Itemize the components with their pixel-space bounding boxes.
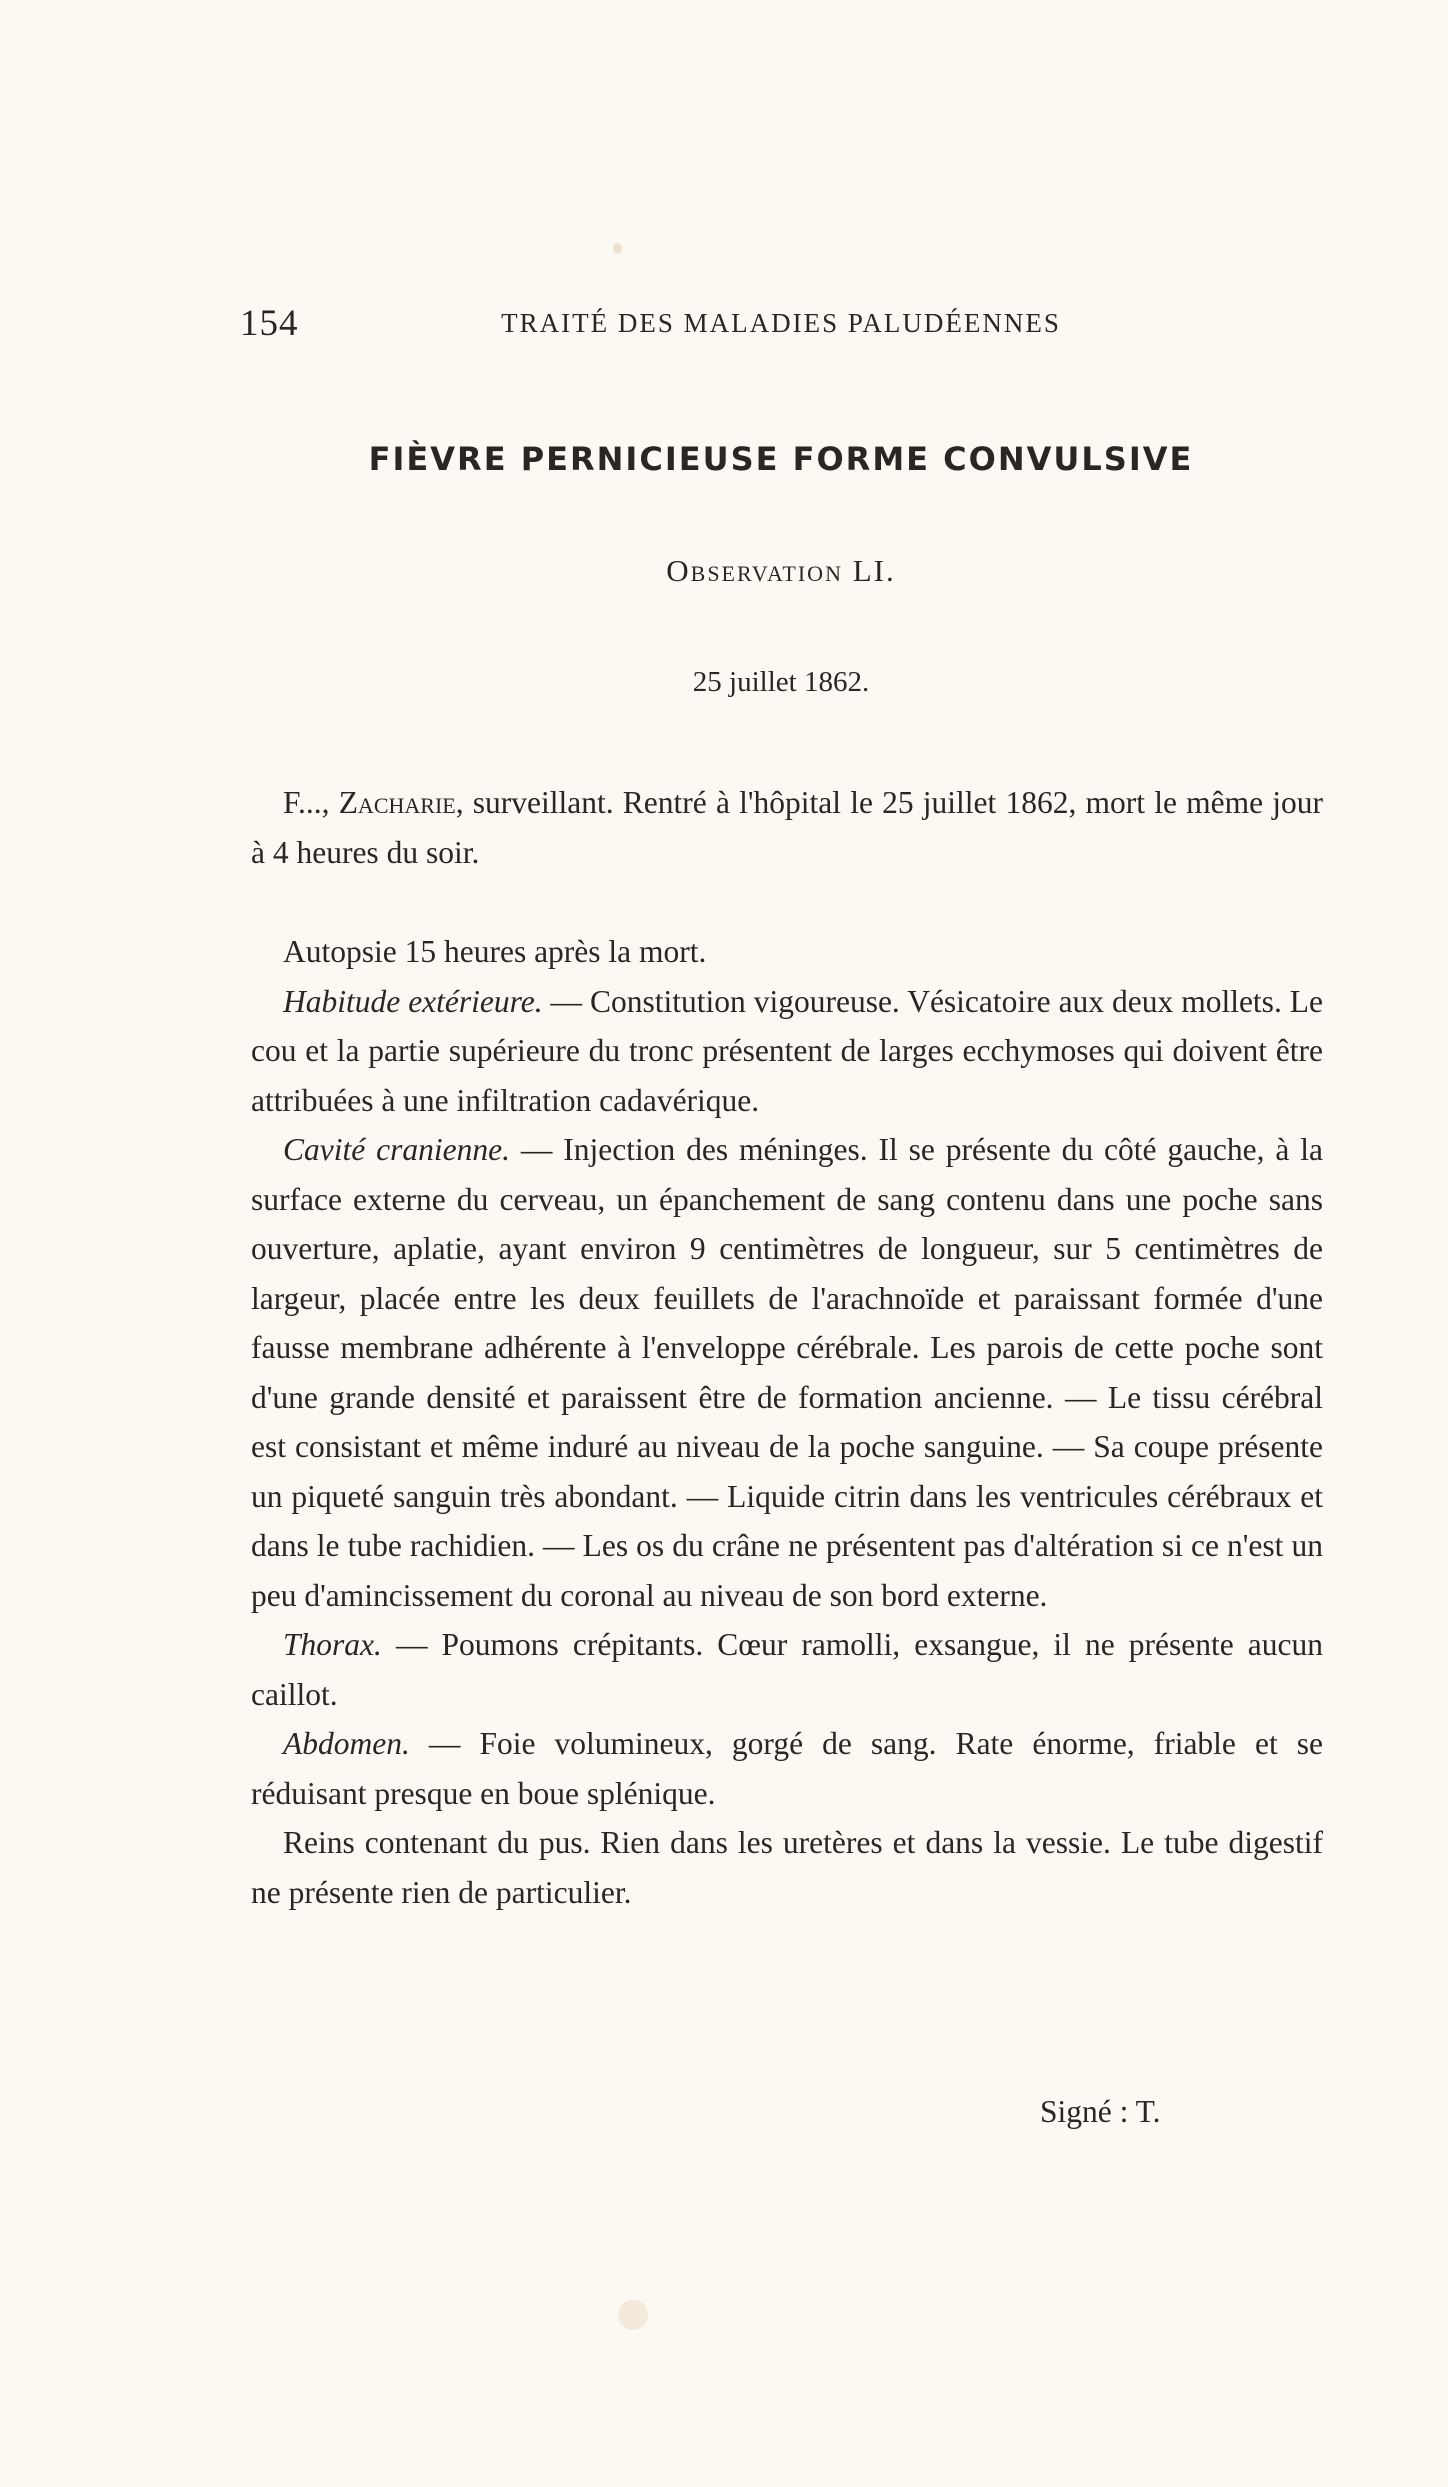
chapter-title: FIÈVRE PERNICIEUSE FORME CONVULSIVE <box>368 440 1194 478</box>
paper-stain <box>613 243 622 254</box>
running-title: TRAITÉ DES MALADIES PALUDÉENNES <box>501 308 1061 338</box>
patient-details: , surveillant. Rentré à l'hôpital le 25 juillet 1862, mort le même jour à 4 heures du soir. <box>251 785 1324 870</box>
section-text-thorax: — Poumons crépitants. Cœur ramolli, exsangue, il ne présente aucun caillot. <box>251 1627 1323 1712</box>
observation-heading: Observation LI. <box>666 553 896 588</box>
paragraph-external-habit <box>251 977 1323 1126</box>
page-header <box>240 302 1322 348</box>
paragraph-abdomen <box>251 1719 1323 1818</box>
section-text-cranial-cavity: — Injection des méninges. Il se présente du côté gauche, à la surface externe du cerveau, un épanchement de sang contenu dans une poche sans ouverture, aplatie, ayant environ 9 centimètres de longueur, sur 5 centimètres de largeur, placée entre les deux feuillets de l'arachnoïde et paraissant formée d'une fausse membrane adhérente à l'enveloppe cérébrale. Les parois de cette poche sont d'une grande densité et paraissent être de formation ancienne. — Le tissu cérébral est consistant et même induré au niveau de la poche sanguine. — Sa coupe présente un piqueté sanguin très abondant. — Liquide citrin dans les ventricules cérébraux et dans le tube rachidien. — Les os du crâne ne présentent pas d'altération si ce n'est un peu d'amincissement du coronal au niveau de son bord externe. <box>251 1132 1324 1613</box>
section-label-cranial-cavity: Cavité cranienne. <box>283 1132 510 1167</box>
patient-initial: F..., <box>283 785 339 820</box>
section-label-thorax: Thorax. <box>283 1627 382 1662</box>
paragraph-patient <box>251 778 1323 877</box>
paper-stain <box>618 2300 648 2330</box>
patient-name: Zacharie <box>338 785 456 820</box>
section-text-abdomen: — Foie volumineux, gorgé de sang. Rate énorme, friable et se réduisant presque en boue splénique. <box>251 1726 1323 1811</box>
section-label-external-habit: Habitude extérieure. <box>283 983 543 1019</box>
section-label-abdomen: Abdomen. <box>283 1726 410 1761</box>
page-number: 154 <box>240 303 299 344</box>
section-text-external-habit: — Constitution vigoureuse. Vésicatoire aux deux mollets. Le cou et la partie supérieure du tronc présentent de larges ecchymoses qui doivent être attribuées à une infiltration cadavérique. <box>251 983 1323 1118</box>
paragraph-autopsy: Autopsie 15 heures après la mort. <box>283 934 707 969</box>
paragraph-thorax <box>251 1620 1323 1719</box>
observation-date: 25 juillet 1862. <box>692 666 870 698</box>
observation-body <box>251 778 1323 1917</box>
signature: Signé : T. <box>1040 2094 1161 2129</box>
paragraph-kidneys: Reins contenant du pus. Rien dans les uretères et dans la vessie. Le tube digestif ne présente rien de particulier. <box>251 1825 1323 1910</box>
paragraph-cranial-cavity <box>251 1125 1323 1620</box>
